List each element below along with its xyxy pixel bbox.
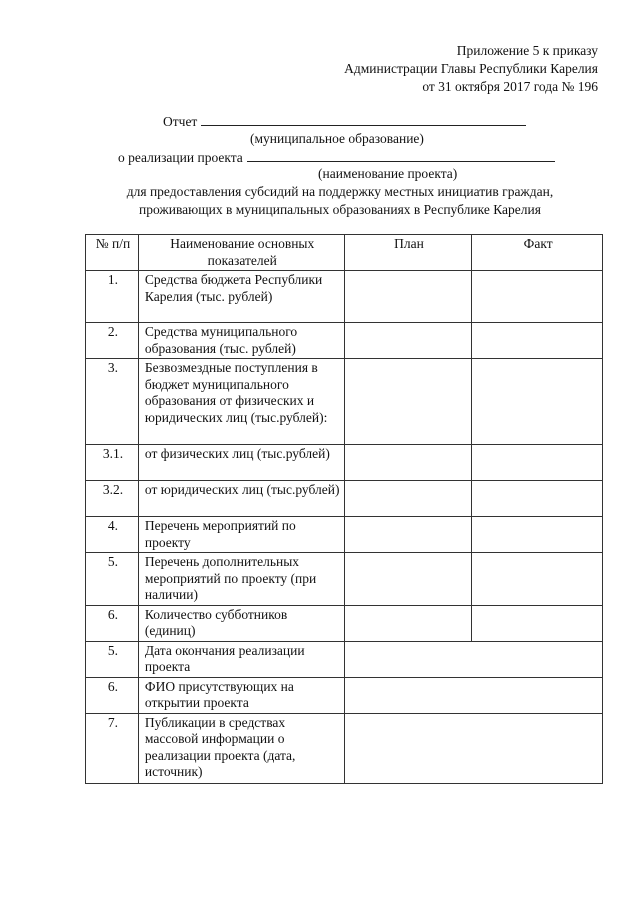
plan-cell[interactable] <box>344 271 472 323</box>
row-name: Публикации в средствах массовой информации о реализации проекта (дата, источник) <box>138 713 344 783</box>
appendix-line-1: Приложение 5 к приказу <box>456 43 598 58</box>
fact-cell[interactable] <box>472 481 603 517</box>
row-name: Дата окончания реализации проекта <box>138 641 344 677</box>
appendix-line-3: от 31 октября 2017 года № 196 <box>422 79 598 94</box>
merged-value-cell[interactable] <box>344 713 602 783</box>
appendix-header <box>344 42 598 96</box>
project-name-blank-field[interactable] <box>247 148 555 162</box>
row-name: Перечень мероприятий по проекту <box>138 517 344 553</box>
table-row <box>86 713 603 783</box>
row-name: Средства бюджета Республики Карелия (тыс. рублей) <box>138 271 344 323</box>
fact-cell[interactable] <box>472 359 603 445</box>
fact-cell[interactable] <box>472 605 603 641</box>
row-num: 6. <box>86 677 139 713</box>
header-num: № п/п <box>86 235 139 271</box>
table-row <box>86 677 603 713</box>
municipality-hint: (муниципальное образование) <box>250 131 424 146</box>
row-num: 3. <box>86 359 139 445</box>
row-num: 5. <box>86 641 139 677</box>
row-name: от физических лиц (тыс.рублей) <box>138 445 344 481</box>
row-num: 4. <box>86 517 139 553</box>
table-row <box>86 641 603 677</box>
project-name-hint: (наименование проекта) <box>318 166 458 181</box>
project-label: о реализации проекта <box>118 150 243 165</box>
fact-cell[interactable] <box>472 271 603 323</box>
plan-cell[interactable] <box>344 553 472 606</box>
row-num: 7. <box>86 713 139 783</box>
purpose-text <box>60 183 620 219</box>
table-row <box>86 271 603 323</box>
merged-value-cell[interactable] <box>344 677 602 713</box>
table-row <box>86 517 603 553</box>
row-num: 3.2. <box>86 481 139 517</box>
municipality-blank-field[interactable] <box>201 112 526 126</box>
plan-cell[interactable] <box>344 605 472 641</box>
row-name: Перечень дополнительных мероприятий по проекту (при наличии) <box>138 553 344 606</box>
header-plan: План <box>344 235 472 271</box>
purpose-line-1: для предоставления субсидий на поддержку местных инициатив граждан, <box>126 184 554 199</box>
report-label: Отчет <box>163 114 198 129</box>
table-row <box>86 553 603 606</box>
fact-cell[interactable] <box>472 445 603 481</box>
table-header-row <box>86 235 603 271</box>
header-name: Наименование основных показателей <box>138 235 344 271</box>
report-title-line <box>163 112 526 130</box>
table-row <box>86 481 603 517</box>
row-name: Количество субботников (единиц) <box>138 605 344 641</box>
plan-cell[interactable] <box>344 445 472 481</box>
project-title-line <box>118 148 555 166</box>
table-row <box>86 359 603 445</box>
fact-cell[interactable] <box>472 517 603 553</box>
appendix-line-2: Администрации Главы Республики Карелия <box>344 61 598 76</box>
row-name: Средства муниципального образования (тыс. рублей) <box>138 323 344 359</box>
row-name: Безвозмездные поступления в бюджет муниципального образования от физических и юридических лиц (тыс.рублей): <box>138 359 344 445</box>
row-num: 6. <box>86 605 139 641</box>
row-name: ФИО присутствующих на открытии проекта <box>138 677 344 713</box>
fact-cell[interactable] <box>472 323 603 359</box>
row-num: 3.1. <box>86 445 139 481</box>
row-name: от юридических лиц (тыс.рублей) <box>138 481 344 517</box>
plan-cell[interactable] <box>344 481 472 517</box>
plan-cell[interactable] <box>344 323 472 359</box>
row-num: 5. <box>86 553 139 606</box>
indicators-table <box>85 234 603 784</box>
table-row <box>86 605 603 641</box>
row-num: 2. <box>86 323 139 359</box>
plan-cell[interactable] <box>344 517 472 553</box>
fact-cell[interactable] <box>472 553 603 606</box>
plan-cell[interactable] <box>344 359 472 445</box>
header-fact: Факт <box>472 235 603 271</box>
purpose-line-2: проживающих в муниципальных образованиях в Республике Карелия <box>139 202 541 217</box>
table-row <box>86 323 603 359</box>
table-row <box>86 445 603 481</box>
merged-value-cell[interactable] <box>344 641 602 677</box>
row-num: 1. <box>86 271 139 323</box>
